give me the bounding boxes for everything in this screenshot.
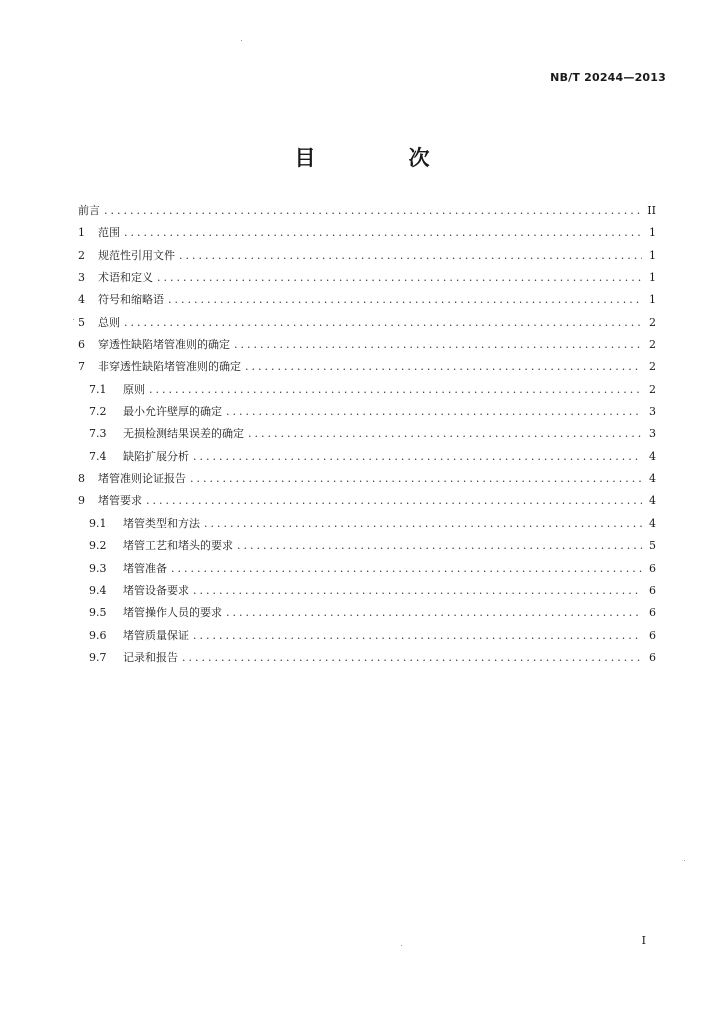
- toc-entry-9-7: [78, 650, 656, 665]
- toc-entry-8: [78, 471, 656, 486]
- toc-entry-page: 2: [649, 382, 656, 396]
- toc-entry-label: 堵管要求: [98, 494, 142, 508]
- toc-entry-label: 堵管准备: [123, 561, 167, 575]
- toc-dot-leader: [193, 583, 642, 598]
- toc-entry-page: 4: [649, 472, 656, 486]
- toc-entry-9: [78, 493, 656, 508]
- toc-entry-number: 9.1: [89, 516, 107, 530]
- toc-entry-page: 5: [649, 539, 656, 553]
- toc-dot-leader: [193, 449, 642, 464]
- toc-entry-label: 堵管操作人员的要求: [123, 606, 222, 620]
- scan-speck: [684, 860, 685, 861]
- toc-entry-number: 9.4: [89, 583, 107, 597]
- toc-dot-leader: [171, 561, 642, 576]
- toc-entry-label: 最小允许壁厚的确定: [123, 405, 222, 419]
- toc-entry-number: 9.2: [89, 539, 107, 553]
- toc-entry-foreword: [78, 203, 656, 218]
- toc-dot-leader: [168, 292, 642, 307]
- toc-entry-number: 2: [78, 248, 85, 262]
- toc-entry-number: 9.6: [89, 628, 107, 642]
- toc-entry-label: 缺陷扩展分析: [123, 449, 189, 463]
- toc-entry-number: 4: [78, 293, 85, 307]
- toc-entry-label: 堵管类型和方法: [123, 516, 200, 530]
- toc-entry-7-3: [78, 426, 656, 441]
- toc-entry-9-5: [78, 605, 656, 620]
- toc-entry-label: 符号和缩略语: [98, 293, 164, 307]
- toc-entry-number: 9.5: [89, 606, 107, 620]
- toc-entry-page: 6: [649, 583, 656, 597]
- toc-entry-number: 1: [78, 226, 85, 240]
- toc-entry-label: 术语和定义: [98, 271, 153, 285]
- toc-entry-label: 无损检测结果误差的确定: [123, 427, 244, 441]
- toc-entry-number: 7: [78, 360, 85, 374]
- toc-dot-leader: [226, 404, 642, 419]
- page-title: 目 次: [294, 146, 466, 170]
- toc-entry-page: 4: [649, 516, 656, 530]
- toc-entry-page: 6: [649, 606, 656, 620]
- toc-dot-leader: [124, 315, 642, 330]
- toc-entry-7-2: [78, 404, 656, 419]
- table-of-contents: [78, 203, 656, 665]
- toc-dot-leader: [237, 538, 642, 553]
- toc-entry-6: [78, 337, 656, 352]
- toc-entry-9-3: [78, 561, 656, 576]
- toc-entry-label: 非穿透性缺陷堵管准则的确定: [98, 360, 241, 374]
- toc-entry-number: 7.4: [89, 449, 107, 463]
- page-number: I: [641, 934, 646, 947]
- toc-entry-page: 2: [649, 338, 656, 352]
- toc-entry-number: 7.1: [89, 382, 107, 396]
- toc-entry-label: 记录和报告: [123, 650, 178, 664]
- toc-entry-9-1: [78, 516, 656, 531]
- toc-dot-leader: [179, 248, 642, 263]
- toc-entry-9-2: [78, 538, 656, 553]
- toc-dot-leader: [104, 203, 641, 218]
- toc-entry-page: 1: [649, 271, 656, 285]
- toc-dot-leader: [245, 359, 642, 374]
- toc-entry-label: 前言: [78, 204, 100, 217]
- scan-speck: [241, 40, 242, 41]
- toc-dot-leader: [234, 337, 642, 352]
- toc-dot-leader: [146, 493, 642, 508]
- toc-entry-5: [78, 315, 656, 330]
- toc-entry-number: 9.7: [89, 650, 107, 664]
- toc-entry-number: 6: [78, 338, 85, 352]
- toc-entry-1: [78, 225, 656, 240]
- toc-entry-number: 9.3: [89, 561, 107, 575]
- toc-entry-7-4: [78, 449, 656, 464]
- toc-entry-number: 9: [78, 494, 85, 508]
- toc-entry-page: 1: [649, 248, 656, 262]
- toc-dot-leader: [157, 270, 642, 285]
- toc-entry-label: 总则: [98, 315, 120, 329]
- scan-speck: [73, 319, 74, 320]
- toc-entry-page: 2: [649, 315, 656, 329]
- toc-entry-number: 7.3: [89, 427, 107, 441]
- toc-entry-9-4: [78, 583, 656, 598]
- toc-dot-leader: [226, 605, 642, 620]
- toc-entry-label: 堵管质量保证: [123, 628, 189, 642]
- toc-entry-label: 规范性引用文件: [98, 248, 175, 262]
- toc-entry-label: 穿透性缺陷堵管准则的确定: [98, 338, 230, 352]
- toc-entry-7: [78, 359, 656, 374]
- toc-entry-number: 7.2: [89, 405, 107, 419]
- toc-entry-label: 堵管准则论证报告: [98, 472, 186, 486]
- toc-entry-page: 6: [649, 628, 656, 642]
- toc-entry-label: 堵管设备要求: [123, 583, 189, 597]
- toc-dot-leader: [204, 516, 642, 531]
- toc-entry-7-1: [78, 382, 656, 397]
- toc-dot-leader: [248, 426, 642, 441]
- toc-entry-page: 1: [649, 293, 656, 307]
- toc-entry-number: 3: [78, 271, 85, 285]
- toc-entry-page: 2: [649, 360, 656, 374]
- toc-entry-page: 3: [649, 427, 656, 441]
- toc-entry-9-6: [78, 628, 656, 643]
- toc-dot-leader: [149, 382, 642, 397]
- toc-entry-2: [78, 248, 656, 263]
- toc-dot-leader: [124, 225, 642, 240]
- toc-dot-leader: [190, 471, 642, 486]
- toc-entry-label: 堵管工艺和堵头的要求: [123, 539, 233, 553]
- toc-entry-label: 原则: [123, 382, 145, 396]
- toc-entry-number: 8: [78, 472, 85, 486]
- toc-entry-page: 6: [649, 650, 656, 664]
- toc-entry-page: 4: [649, 494, 656, 508]
- toc-entry-page: 1: [649, 226, 656, 240]
- scan-speck: [401, 945, 402, 946]
- toc-entry-page: II: [647, 204, 656, 217]
- toc-entry-page: 4: [649, 449, 656, 463]
- toc-entry-page: 6: [649, 561, 656, 575]
- toc-dot-leader: [193, 628, 642, 643]
- toc-entry-4: [78, 292, 656, 307]
- toc-entry-3: [78, 270, 656, 285]
- toc-entry-number: 5: [78, 315, 85, 329]
- toc-entry-label: 范围: [98, 226, 120, 240]
- standard-code: NB/T 20244—2013: [550, 71, 666, 84]
- toc-dot-leader: [182, 650, 642, 665]
- toc-entry-page: 3: [649, 405, 656, 419]
